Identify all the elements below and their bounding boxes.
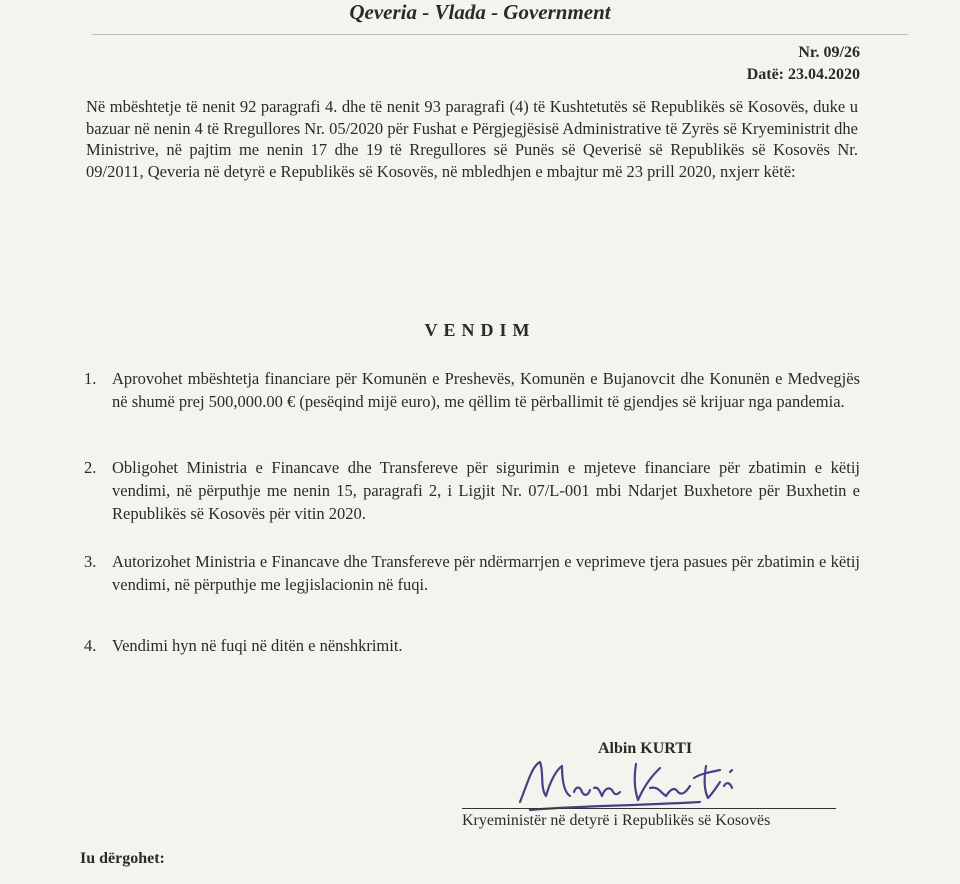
header-divider — [92, 34, 908, 35]
item-text: Vendimi hyn në fuqi në ditën e nënshkrimit. — [112, 636, 403, 655]
signature-line — [462, 808, 836, 809]
item-text: Aprovohet mbështetja financiare për Komunën e Preshevës, Komunën e Bujanovcit dhe Konunën e Medvegjës në shumë prej 500,000.00 € (pesëqind mijë euro), me qëllim të përballimit të gjendjes së krijuar nga pandemia. — [112, 369, 860, 411]
decision-title: VENDIM — [424, 320, 536, 340]
handwritten-signature — [510, 752, 750, 812]
decision-item-4 — [84, 634, 860, 657]
item-number: 2. — [84, 458, 97, 477]
item-number: 4. — [84, 636, 97, 655]
decision-item-3 — [84, 550, 860, 596]
preamble-paragraph: Në mbështetje të nenit 92 paragrafi 4. dhe të nenit 93 paragrafi (4) të Kushtetutës së Republikës së Kosovës, duke u bazuar në nenin 4 të Rregullores Nr. 05/2020 për Fushat e Përgjegjësisë Administrative të Zyrës së Kryeministrit dhe Ministrive, në pajtim me nenin 17 dhe 19 të Rregullores së Punës së Qeverisë së Republikës së Kosovës Nr. 09/2011, Qeveria në detyrë e Republikës së Kosovës, në mbledhjen e mbajtur më 23 prill 2020, nxjerr këtë: — [86, 97, 858, 181]
item-text: Autorizohet Ministria e Financave dhe Transfereve për ndërmarrjen e veprimeve tjera pasues për zbatimin e këtij vendimi, në përputhje me legjislacionin në fuqi. — [112, 552, 860, 594]
decision-item-2 — [84, 456, 860, 525]
distribution-label: Iu dërgohet: — [80, 850, 165, 867]
item-text: Obligohet Ministria e Financave dhe Transfereve për sigurimin e mjeteve financiare për zbatimin e këtij vendimi, në përputhje me nenin 15, paragrafi 2, i Ligjit Nr. 07/L-001 mbi Ndarjet Buxhetore për Buxhetin e Republikës së Kosovës për vitin 2020. — [112, 458, 860, 523]
signer-title: Kryeministër në detyrë i Republikës së Kosovës — [462, 812, 771, 829]
government-header: Qeveria - Vlada - Government — [349, 0, 611, 24]
item-number: 3. — [84, 552, 97, 571]
decision-item-1 — [84, 367, 860, 413]
reference-block — [747, 42, 860, 86]
item-number: 1. — [84, 369, 97, 388]
decision-number: Nr. 09/26 — [798, 44, 860, 61]
decision-date: Datë: 23.04.2020 — [746, 66, 860, 83]
signer-name: Albin KURTI — [598, 740, 693, 757]
